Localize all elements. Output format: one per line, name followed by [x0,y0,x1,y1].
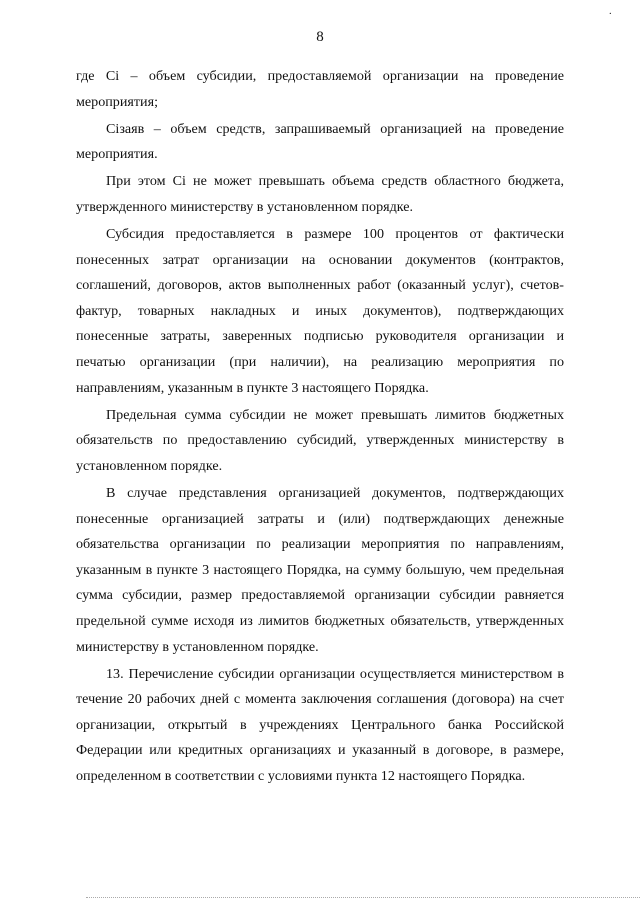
paragraph-6: В случае представления организацией документов, подтверждающих понесенные организацией затраты и (или) подтверждающих денежные обязательства организации по реализации мероприятия по направлениям, указанным в пункте 3 настоящего Порядка, на сумму большую, чем предельная сумма субсидии, размер предоставляемой организации субсидии равняется предельной сумме исходя из лимитов бюджетных обязательств, утвержденных министерству в установленном порядке. [76,485,564,655]
paragraph-7: 13. Перечисление субсидии организации осуществляется министерством в течение 20 рабочих дней с момента заключения соглашения (договора) на счет организации, открытый в учреждениях Центрального банка Российской Федерации или кредитных организациях и указанный в договоре, в размере, определенном в соответствии с условиями пункта 12 настоящего Порядка. [76,665,564,785]
paragraph-3: При этом Ci не может превышать объема средств областного бюджета, утвержденного министерству в установленном порядке. [76,173,564,215]
corner-mark: · [608,9,612,20]
paragraph-4: Субсидия предоставляется в размере 100 процентов от фактически понесенных затрат организации на основании документов (контрактов, соглашений, договоров, актов выполненных работ (оказанный услуг), счетов-фактур, товарных накладных и иных документов), подтверждающих понесенные затраты, заверенных подписью руководителя организации и печатью организации (при наличии), на реализацию мероприятия по направлениям, указанным в пункте 3 настоящего Порядка. [76,226,564,396]
bottom-scan-line [86,897,640,898]
paragraph-1: где Ci – объем субсидии, предоставляемой организации на проведение мероприятия; [76,68,564,110]
page-number: 8 [316,29,324,45]
paragraph-5: Предельная сумма субсидии не может превышать лимитов бюджетных обязательств по предоставлению субсидий, утвержденных министерству в установленном порядке. [76,406,564,474]
paragraph-2: Ciзаяв – объем средств, запрашиваемый организацией на проведение мероприятия. [76,120,564,163]
document-body [76,64,564,791]
